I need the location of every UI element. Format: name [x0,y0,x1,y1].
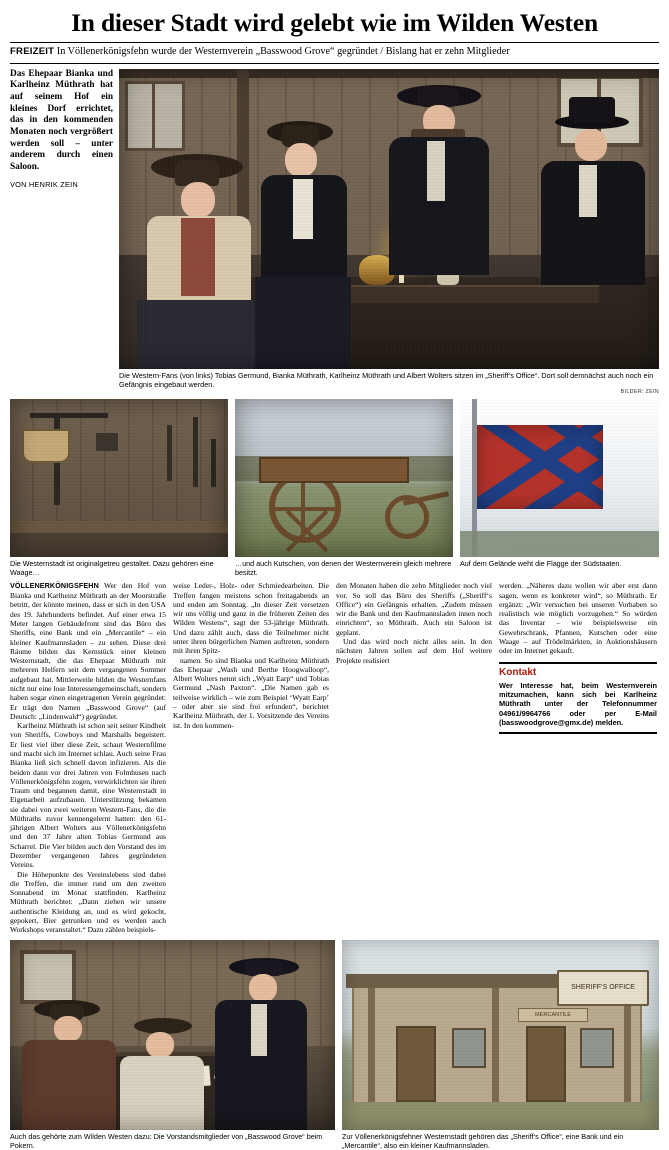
dateline: VÖLLENERKÖNIGSFEHN [10,581,99,591]
contact-infobox [499,662,657,734]
bottom-left-photo [10,940,335,1130]
article-column-3 [336,581,492,934]
bottom-right-photo-block [342,940,659,1150]
mid-right-photo-block [460,399,659,577]
mid-left-photo [10,399,228,557]
article-paragraph: den Monaten haben die zehn Mitglieder noch viel vor. So soll das Büro des Sheriffs („Sheriff‘s Office“) ein Gefängnis erhalten. „Zudem müssen wir die Bank und den Kaufmannsladen innen noch einrichten“, so Müthrath. Auch ein Saloon ist geplant. [336,581,492,637]
bottom-right-caption: Zur Völlenerkönigsfehner Westernstadt gehören das „Sheriff‘s Office“, eine Bank und ein „Mercantile“, also ein kleiner Kaufmannsladen. [342,1131,624,1150]
infobox-title: Kontakt [499,666,537,678]
article-column-2 [173,581,329,934]
infobox-text: Wer Interesse hat, beim Westernverein mitzumachen, kann sich bei Karlheinz Müthrath unter der Telefonnummer 04961/9964766 oder per E-Mail (basswoodgrove@gmx.de) melden. [499,680,657,728]
main-photo [119,69,659,369]
mid-left-caption: Die Westernstadt ist originalgetreu gestaltet. Dazu gehören eine Waage… [10,559,214,578]
article-column-1 [10,581,166,934]
mercantile-sign: MERCANTILE [518,1008,588,1022]
article-paragraph [10,581,166,721]
article-column-4 [499,581,657,934]
article-paragraph: Und das wird noch nicht alles sein. In den nächsten Jahren sollen auf dem Hof weitere Projekte realisiert [336,636,492,665]
section-kicker: FREIZEIT [10,45,55,57]
mid-right-photo [460,399,659,557]
main-photo-block [119,69,659,396]
byline: VON HENRIK ZEIN [10,179,78,189]
divider-under-subhead [10,63,659,64]
lead-column [10,69,113,396]
subheadline-text: In Völlenerkönigsfehn wurde der Westernverein „Basswood Grove“ gegründet / Bislang hat er zehn Mitglieder [56,45,510,57]
article-columns [10,581,659,934]
article-paragraph: Karlheinz Müthrath ist schon seit seiner Kindheit von Sheriffs, Cowboys und Marshalls begeistert. Er liest viel über diese Zeit, schaut Westernfilme und macht sich im Internet schlau. Auch seine Frau Bianka ließ sich schnell davon infizieren. Als die beiden dann vor drei Jahren von Folmhusen nach Völlenerkönigsfehn zogen, verwirklichten sie ihren Traum und begannen damit, eine Westernstadt in Eigenarbeit aufzubauen. Unterstützung bekamen sie dabei von zwei weiteren Western-Fans, die die Müthraths zuvor kennengelernt hatten: den 61-jährigen Albert Wolters aus Völlenerkönigsfehn und den 37 Jahre alten Tobias Germund aus Scharrel. Die Vier bilden auch den Vorstand des im Dezember vergangenen Jahres gegründeten Vereins. [10,721,166,870]
mid-center-caption: …und auch Kutschen, von denen der Westernverein gleich mehrere besitzt. [235,559,452,578]
article-text: Wer den Hof von Bianka und Karlheinz Müthrath an der Moorstraße betritt, der könnte meinen, dass er sich in den USA des 19. Jahrhunderts befindet. Auf einer etwa 15 Meter langen Gebäudefront sind das Büro des Sheriffs, eine Bank und ein „Mercantile“ – ein kleiner Kaufmannsladen – zu sehen. Diese drei Räume bilden das Kernstück einer kleinen Westernstadt, die das Ehepaar Müthrath mit mehreren Helfern seit dem vergangenen Sommer aufgebaut hat. Mittlerweile bilden die Westernfans nicht nur eine lose Interessengemeinschaft, sondern haben sogar einen eingetragenen Verein gegründet: Er trägt den Namen „Basswood Grove“ (auf Deutsch: „Lindenwald“) gegründet. [10,581,166,721]
mid-center-photo [235,399,453,557]
top-block [10,69,659,396]
subheadline [10,46,659,59]
mid-right-caption: Auf dem Gelände weht die Flagge der Südstaaten. [460,559,622,569]
article-paragraph: Die Höhepunkte des Vereinslebens sind dabei die Treffen, die immer rund um den zweiten Sonnabend im Monat stattfinden. Karlheinz Müthrath berichtet: „Dann ziehen wir unsere authentische Kleidung an, und es wird gekocht, gepokert, Bier getrunken und es werden auch Workshops veranstaltet.“ Dazu zählen beispiels- [10,869,166,935]
mid-center-photo-block [235,399,453,577]
divider-top [10,42,659,43]
main-photo-caption: Die Western-Fans (von links) Tobias Germund, Bianka Müthrath, Karlheinz Müthrath und Albert Wolters sitzen im „Sheriff‘s Office“. Dort soll demnächst auch noch ein Gefängnis eingebaut werden. [119,370,654,389]
bottom-photo-row [10,940,659,1150]
mid-left-photo-block [10,399,228,577]
page-title: In dieser Stadt wird gelebt wie im Wilden Westen [71,8,598,37]
main-photo-credit: BILDER: ZEIN [620,389,659,396]
bottom-right-photo [342,940,659,1130]
article-paragraph: weise Leder-, Holz- oder Schmiedearbeiten. Die Treffen fangen meistens schon freitagabends an und enden am Sonntag. „In dieser Zeit versetzen wir uns völlig und ganz in die früheren Zeiten des Wilden Westens“, sagt der 53-jährige Müthrath. Und dazu zählt auch, dass die Teilnehmer nicht unter ihren bürgerlichen Namen auftreten, sondern mit ihren Spitz- [173,581,329,656]
bottom-left-photo-block [10,940,335,1150]
bottom-left-caption: Auch das gehörte zum Wilden Westen dazu: Die Vorstandsmitglieder von „Basswood Grove“ beim Pokern. [10,1131,323,1150]
sheriff-office-sign: SHERIFF‘S OFFICE [557,970,649,1006]
article-paragraph: namen. So sind Bianka und Karlheinz Müthrath das Ehepaar „Wash und Berthe Hoogwalloop“, Albert Wolters nennt sich „Wyatt Earp“ und Tobias Germund „Nash Paxton“. „Die Namen gab es teilweise wirklich – wie zum Beispiel ‘Wyatt Earp’ – oder aber sie sind frei erfunden“, berichtet Karlheinz Müthrath, der 1. Vorsitzende des Vereins ist. In den kommen- [173,655,329,730]
mid-photo-row [10,399,659,577]
lead-paragraph: Das Ehepaar Bianka und Karlheinz Müthrath hat auf seinem Hof ein kleines Dorf errichtet, das in den kommenden Monaten noch vergrößert werden soll – unter anderem durch einen Saloon. [10,68,113,173]
article-paragraph: werden. „Näheres dazu wollen wir aber erst dann sagen, wenn es konkreter wird“, so Müthrath. Er ergänzt: „Wir versuchen bei unseren Vorhaben so realistisch wie möglich vorzugehen.“ So würden das Inventar – wie beispielsweise ein Gewehrschrank, Pfannen, Kutschen oder eine Waage – auf Trödelmärkten, in Auktionshäusern oder im Internet gekauft. [499,581,657,656]
